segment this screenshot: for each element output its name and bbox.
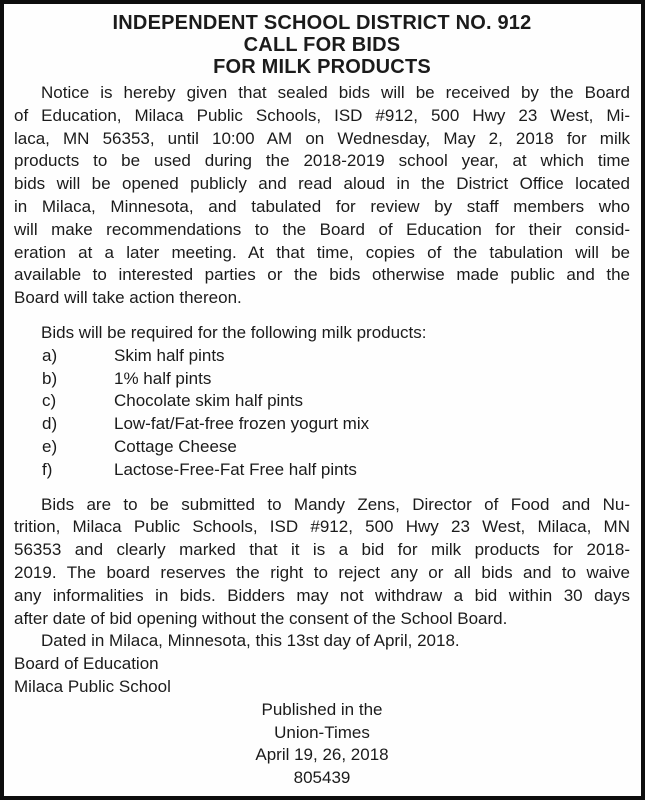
milk-products-list [14, 345, 630, 482]
text-line: products to be used during the 2018-2019 school year, at which time [14, 151, 630, 171]
list-item [14, 368, 630, 391]
item-text: Skim half pints [114, 345, 225, 365]
publication-line: Published in the [261, 699, 383, 719]
text-line: of Education, Milaca Public Schools, ISD #912, 500 Hwy 23 West, Mi- [14, 105, 630, 125]
list-intro: Bids will be required for the following milk products: [41, 322, 427, 342]
text-line: laca, MN 56353, until 10:00 AM on Wednesday, May 2, 2018 for milk [14, 128, 630, 148]
publication-line: April 19, 26, 2018 [255, 745, 389, 765]
text-line: 56353 and clearly marked that it is a bid for milk products for 2018- [14, 540, 630, 560]
paragraph-submission [14, 494, 630, 631]
list-item [14, 390, 630, 413]
item-letter: a) [42, 345, 58, 365]
text-line: available to interested parties or the bids otherwise made public and the [14, 265, 630, 285]
item-text: Lactose-Free-Fat Free half pints [114, 459, 357, 479]
item-letter: f) [42, 459, 53, 479]
publication-block [14, 699, 630, 790]
notice-title-line: FOR MILK PRODUCTS [213, 56, 431, 78]
item-letter: e) [42, 436, 58, 456]
item-letter: d) [42, 414, 58, 434]
signature-line: Board of Education [14, 654, 159, 674]
text-line: any informalities in bids. Bidders may not withdraw a bid within 30 days [14, 585, 630, 605]
text-line: bids will be opened publicly and read aloud in the District Office located [14, 174, 630, 194]
list-item [14, 413, 630, 436]
text-line: Notice is hereby given that sealed bids will be received by the Board [41, 83, 630, 102]
text-line: Board will take action thereon. [14, 288, 242, 308]
notice-title [14, 12, 630, 78]
item-text: Low-fat/Fat-free frozen yogurt mix [114, 414, 370, 434]
text-line: in Milaca, Minnesota, and tabulated for review by staff members who [14, 196, 630, 216]
text-line: Bids are to be submitted to Mandy Zens, Director of Food and Nu- [41, 494, 630, 514]
notice-body [14, 82, 630, 790]
item-text: Chocolate skim half pints [114, 391, 303, 411]
list-item [14, 436, 630, 459]
item-text: Cottage Cheese [114, 436, 237, 456]
blank-line [14, 310, 630, 322]
item-letter: c) [42, 391, 57, 411]
signature-line: Milaca Public School [14, 676, 171, 696]
publication-line: Union-Times [274, 722, 370, 742]
list-item [14, 459, 630, 482]
dated-line: Dated in Milaca, Minnesota, this 13st day of April, 2018. [41, 631, 460, 651]
list-item [14, 345, 630, 368]
text-line: trition, Milaca Public Schools, ISD #912, 500 Hwy 23 West, Milaca, MN [14, 517, 630, 537]
notice-number: 805439 [293, 768, 351, 788]
item-letter: b) [42, 368, 58, 388]
item-text: 1% half pints [114, 368, 212, 388]
text-line: will make recommendations to the Board of Education for their consid- [14, 219, 630, 239]
text-line: eration at a later meeting. At that time, copies of the tabulation will be [14, 242, 630, 262]
text-line: after date of bid opening without the consent of the School Board. [14, 608, 508, 628]
text-line: 2019. The board reserves the right to reject any or all bids and to waive [14, 562, 630, 582]
notice-title-line: INDEPENDENT SCHOOL DISTRICT NO. 912 [112, 12, 532, 34]
notice-title-line: CALL FOR BIDS [243, 34, 401, 56]
paragraph-notice [14, 82, 630, 310]
blank-line [14, 482, 630, 494]
